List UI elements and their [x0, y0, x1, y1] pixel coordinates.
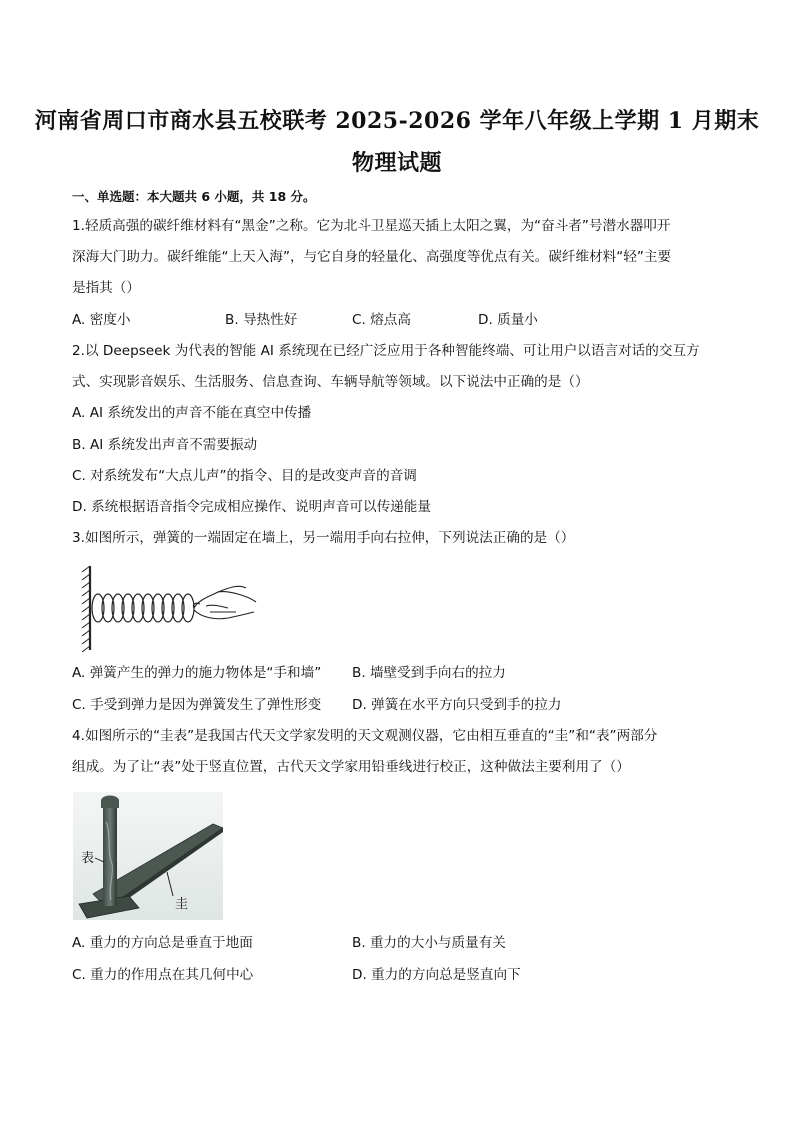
exam-title-line1: 河南省周口市商水县五校联考 2025-2026 学年八年级上学期 1 月期末: [34, 108, 760, 134]
q4-option-b: B. 重力的大小与质量有关: [352, 935, 506, 951]
wall-hatching: [82, 566, 90, 652]
q1-option-d: D. 质量小: [478, 312, 538, 328]
q2-stem-line1: 2.以 Deepseek 为代表的智能 AI 系统现在已经广泛应用于各种智能终端、可让用户以语言对话的交互方: [72, 343, 700, 359]
q3-stem-line1: 3.如图所示，弹簧的一端固定在墙上，另一端用手向右拉伸，下列说法正确的是（）: [72, 530, 575, 546]
figure-label-biao: 表: [81, 851, 95, 866]
q1-option-a: A. 密度小: [72, 312, 131, 328]
q3-option-d: D. 弹簧在水平方向只受到手的拉力: [352, 697, 562, 713]
q2-option-a: A. AI 系统发出的声音不能在真空中传播: [72, 405, 312, 421]
q4-option-c: C. 重力的作用点在其几何中心: [72, 967, 254, 983]
spring-coil: [92, 594, 194, 622]
q2-option-c: C. 对系统发布“大点儿声”的指令、目的是改变声音的音调: [72, 468, 417, 484]
biao-top: [101, 796, 119, 809]
q1-stem-line1: 1.轻质高强的碳纤维材料有“黑金”之称。它为北斗卫星巡天插上太阳之翼，为“奋斗者”号潜水器叩开: [72, 218, 671, 234]
q3-option-c: C. 手受到弹力是因为弹簧发生了弹性形变: [72, 697, 322, 713]
q4-stem-line1: 4.如图所示的“圭表”是我国古代天文学家发明的天文观测仪器，它由相互垂直的“圭”和“表”两部分: [72, 728, 658, 744]
q1-stem-line2: 深海大门助力。碳纤维能“上天入海”，与它自身的轻量化、高强度等优点有关。碳纤维材料“轻”主要: [72, 249, 672, 265]
q2-option-b: B. AI 系统发出声音不需要振动: [72, 437, 258, 453]
q2-option-d: D. 系统根据语音指令完成相应操作、说明声音可以传递能量: [72, 499, 431, 515]
q4-stem-line2: 组成。为了让“表”处于竖直位置，古代天文学家用铅垂线进行校正，这种做法主要利用了（）: [72, 759, 630, 775]
hand-icon: [193, 586, 256, 618]
figure-label-gui: 圭: [175, 897, 189, 912]
q4-option-d: D. 重力的方向总是竖直向下: [352, 967, 521, 983]
q3-option-b: B. 墙壁受到手向右的拉力: [352, 665, 506, 681]
section-label: 一、单选题：: [72, 189, 148, 204]
q1-option-b: B. 导热性好: [225, 312, 298, 328]
section-heading: [72, 187, 316, 205]
exam-title-line2: 物理试题: [351, 150, 442, 176]
q2-stem-line2: 式、实现影音娱乐、生活服务、信息查询、车辆导航等领域。以下说法中正确的是（）: [72, 374, 589, 390]
q1-stem-line3: 是指其（）: [72, 280, 140, 296]
guibiao-figure: [73, 792, 223, 920]
q3-option-a: A. 弹簧产生的弹力的施力物体是“手和墙”: [72, 665, 322, 681]
q1-option-c: C. 熔点高: [352, 312, 411, 328]
q4-option-a: A. 重力的方向总是垂直于地面: [72, 935, 253, 951]
section-desc: 本大题共 6 小题，共 18 分。: [147, 189, 316, 204]
spring-hand-figure: [78, 562, 260, 652]
